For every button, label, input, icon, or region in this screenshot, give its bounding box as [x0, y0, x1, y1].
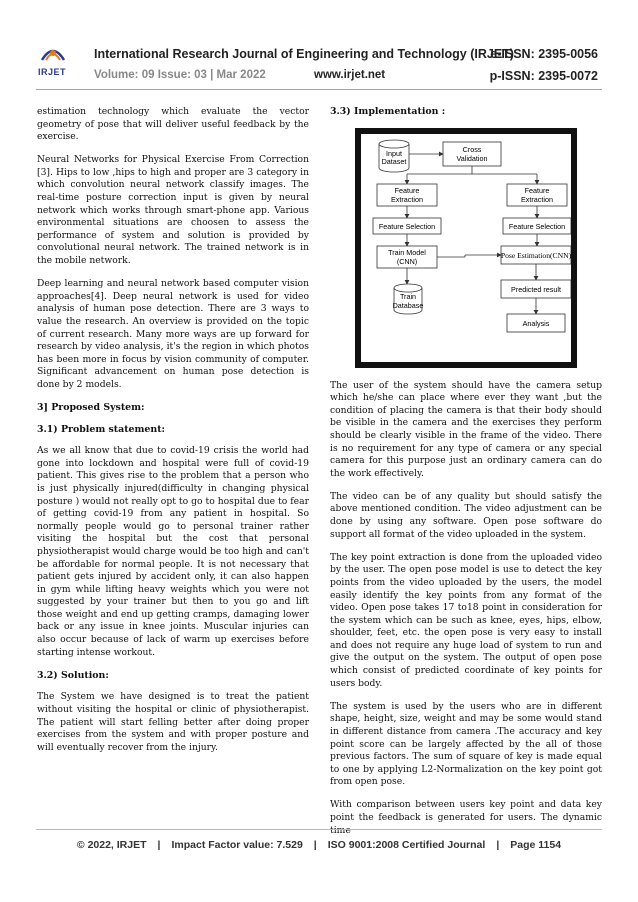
- train-model-node: [377, 246, 437, 268]
- svg-text:Pose Estimation(CNN): Pose Estimation(CNN): [500, 250, 571, 260]
- right-column: [330, 106, 602, 848]
- footer-copyright: © 2022, IRJET: [76, 839, 147, 851]
- section-heading: 3] Proposed System:: [37, 401, 145, 413]
- svg-text:Analysis: Analysis: [522, 318, 550, 328]
- implementation-diagram: [355, 128, 577, 368]
- svg-text:Predicted result: Predicted result: [511, 284, 561, 294]
- left-column: [37, 106, 309, 765]
- svg-text:Train: Train: [399, 291, 417, 301]
- svg-text:Input: Input: [386, 148, 402, 158]
- p-issn: p-ISSN: 2395-0072: [489, 69, 598, 83]
- svg-text:(CNN): (CNN): [396, 256, 418, 266]
- svg-text:Cross: Cross: [462, 144, 482, 154]
- svg-text:Feature: Feature: [524, 185, 550, 195]
- subsection-heading: 3.2) Solution:: [37, 669, 109, 681]
- predicted-result-node: [501, 280, 571, 298]
- paragraph: The user of the system should have the camera setup which he/she can place where ever they want ,but the condition of placing the camera is that their body should be visible in the camera and the exercises they perform should be clearly visible in the frame of the video. There is no requirement for any type of camera or any special camera for this purpose just an ordinary camera can do the work effectively.: [330, 379, 602, 479]
- svg-text:Extraction: Extraction: [391, 194, 423, 204]
- paragraph: Neural Networks for Physical Exercise From Correction [3]. Hips to low ,hips to high and proper are 3 category in which convolution neural network classify images. The real-time posture correction input is given by neural network which works through smart-phone app. Various environmental situations are choosen to assess the performance of system and solution is provided by convolutional neural network. The trained network is in the mobile network.: [37, 154, 309, 267]
- feature-selection-left-node: [373, 218, 441, 234]
- cross-validation-node: [443, 142, 501, 166]
- irjet-logo: [36, 40, 70, 66]
- paragraph: The video can be of any quality but should satisfy the above mentioned condition. The video adjustment can be done by using any software. Open pose software do support all format of the video uploaded in the system.: [330, 490, 602, 540]
- svg-text:Feature: Feature: [394, 185, 420, 195]
- pose-estimation-node: [501, 246, 571, 264]
- footer-divider: [36, 829, 602, 830]
- footer-page-number: Page 1154: [510, 839, 562, 851]
- volume-issue: Volume: 09 Issue: 03 | Mar 2022: [94, 69, 266, 81]
- footer-iso: ISO 9001:2008 Certified Journal: [327, 839, 486, 851]
- svg-text:Validation: Validation: [456, 153, 488, 163]
- svg-text:Feature Selection: Feature Selection: [378, 221, 436, 231]
- analysis-node: [507, 314, 565, 332]
- website: www.irjet.net: [314, 69, 386, 81]
- feature-extraction-right-node: [507, 184, 567, 206]
- footer-impact-factor: Impact Factor value: 7.529: [171, 839, 303, 851]
- svg-text:Dataset: Dataset: [381, 156, 407, 166]
- train-database-node: [393, 284, 424, 314]
- paragraph: With comparison between users key point and data key point the feedback is generated for users. The dynamic time: [330, 799, 602, 836]
- header-divider: [36, 89, 602, 90]
- e-issn: e-ISSN: 2395-0056: [490, 47, 598, 61]
- svg-text:Extraction: Extraction: [521, 194, 553, 204]
- paragraph: The System we have designed is to treat the patient without visiting the hospital or clinic of physiotherapist. The patient will start felling better after doing proper exercises from the system and with proper posture and will eventually recover from the injury.: [37, 691, 309, 753]
- footer: © 2022, IRJET | Impact Factor value: 7.529 | ISO 9001:2008 Certified Journal | Page 1154: [76, 839, 562, 851]
- svg-text:Database: Database: [392, 300, 424, 310]
- svg-text:Train Model: Train Model: [388, 247, 426, 257]
- paragraph: The key point extraction is done from the uploaded video by the user. The open pose model is use to detect the key points from the video uploaded by the users, the model easily identify the key points from any format of the video. Open pose takes 17 to18 point in consideration for the system which can be such as knee, eyes, hips, elbow, shoulder, feet, etc. the open pose is very easy to install and does not require any huge load of system to run and give the output on the system. The output of open pose which consist of predicted coordinate of key points for users body.: [330, 551, 602, 689]
- journal-title: International Research Journal of Engineering and Technology (IRJET): [94, 47, 514, 61]
- paragraph: estimation technology which evaluate the vector geometry of pose that will deliver useful feedback by the exercise.: [37, 106, 309, 143]
- logo-text: IRJET: [38, 67, 67, 77]
- subsection-heading: 3.1) Problem statement:: [37, 423, 165, 435]
- feature-selection-right-node: [503, 218, 571, 234]
- paragraph: As we all know that due to covid-19 crisis the world had gone into lockdown and hospital were full of covid-19 patient. This gives rise to the problem that a person who is just physically injured(difficulty in changing physical posture ) would not really opt to go to hospital due to fear of getting covid-19 from any patient in hospital. So normally people would go to personal trainer rather visiting the hospital but the cost that personal physiotherapist would charge would be too high and can't be affordable for normal people. It is not necessary that patient gets injured by accident only, it can also happen in gym while lifting heavy weights which you were not suggested by your trainer but then to you go and lift those weight and end up getting cramps, damaging lower back or any issue in knee joints. Muscular injuries can also occur because of lack of warm up exercises before starting intense workout.: [37, 445, 309, 658]
- svg-text:Feature Selection: Feature Selection: [508, 221, 566, 231]
- input-dataset-node: [379, 140, 409, 172]
- subsection-heading: 3.3) Implementation :: [330, 106, 446, 117]
- feature-extraction-left-node: [377, 184, 437, 206]
- paragraph: The system is used by the users who are in different shape, height, size, weight and may be some would stand in different distance from camera .The accuracy and key point score can be largely affected by the all of those previous factors. The sum of square of key is made equal to one by applying L2-Normalization on the key point got from open pose.: [330, 700, 602, 788]
- paragraph: Deep learning and neural network based computer vision approaches[4]. Deep neural network is used for video analysis of human pose detection. There are 3 ways to value the research. An overview is provided on the topic of current research. Many more ways are up forward for research by video analysis, it's the region in which photos has been more in focus by vision community of computer. Significant advancement on human pose detection is done by 2 models.: [37, 278, 309, 390]
